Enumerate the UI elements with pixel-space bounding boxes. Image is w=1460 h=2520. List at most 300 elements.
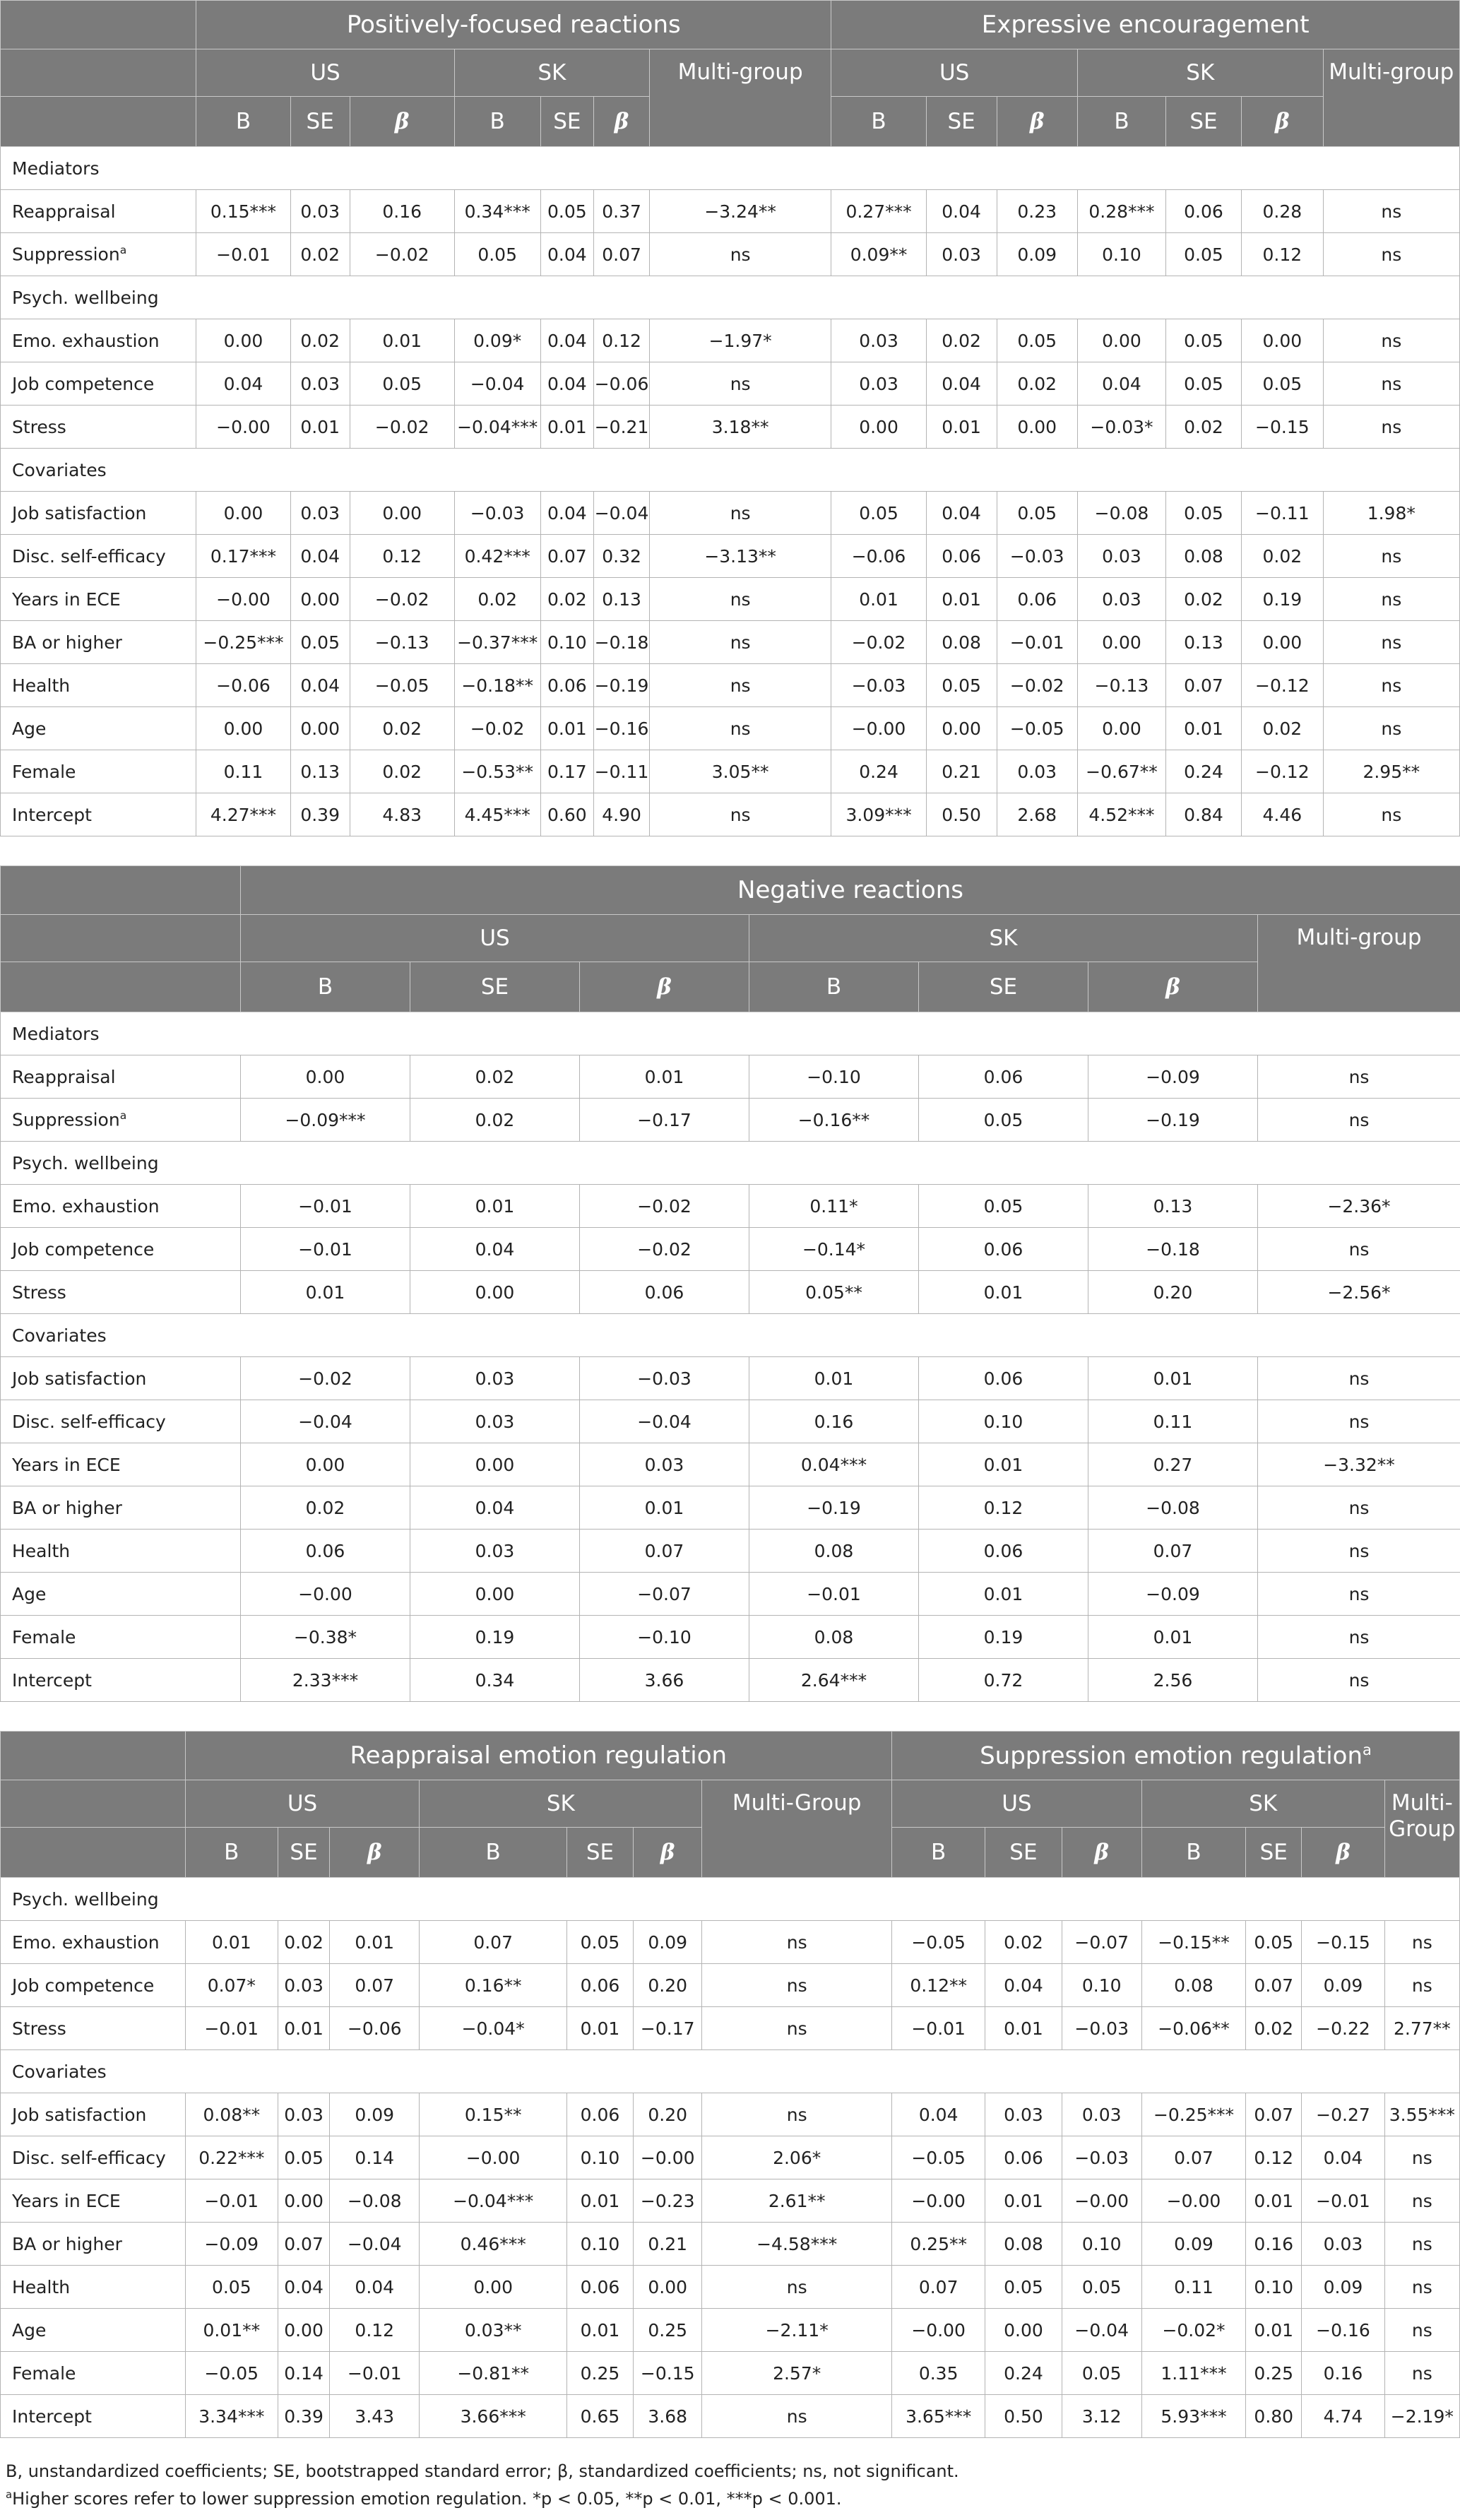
table-cell: 0.19 [1242,578,1324,621]
col-se: SE [919,962,1088,1012]
table-cell: 0.02 [350,707,454,750]
col-beta: β [594,97,650,147]
table-cell: 0.05 [997,492,1077,535]
col-b: B [241,962,410,1012]
table-cell: 0.60 [540,793,594,836]
table-cell: −0.03 [831,664,926,707]
row-label: Intercept [1,793,196,836]
table-cell: ns [1323,707,1459,750]
table-cell: 0.16** [420,1964,566,2007]
table-cell: 0.04 [330,2266,420,2309]
table-cell: 0.09 [330,2093,420,2136]
table-row [1,750,1460,793]
table-cell: 0.02 [278,1921,329,1964]
table-cell: ns [1323,233,1459,276]
table-cell: 0.04 [540,362,594,406]
table-cell: 0.00 [241,1443,410,1486]
table-cell: 4.46 [1242,793,1324,836]
table-cell: −0.16 [594,707,650,750]
corner-cell [1,1780,186,1828]
table-cell: 0.01 [985,2179,1062,2223]
table-cell: 0.13 [290,750,350,793]
table-cell: 0.11 [196,750,290,793]
table-cell: −0.01 [330,2352,420,2395]
table-cell: 0.07 [892,2266,985,2309]
table-cell: 0.05 [831,492,926,535]
table-cell: 0.07 [420,1921,566,1964]
table-cell: −0.05 [892,1921,985,1964]
table-cell: 0.46*** [420,2223,566,2266]
table-cell: −0.21 [594,406,650,449]
table-cell: 0.05 [919,1099,1088,1142]
table-cell: 3.43 [330,2395,420,2438]
col-beta: β [1242,97,1324,147]
corner-cell [1,49,196,97]
table-cell: 0.25 [634,2309,702,2352]
table-row [1,1443,1460,1486]
table-cell: ns [1323,535,1459,578]
table-negative-reactions [0,865,1460,1702]
table-cell: 0.04 [290,664,350,707]
col-b: B [1141,1828,1245,1878]
table-cell: ns [1258,1573,1460,1616]
table-cell: −0.06 [330,2007,420,2050]
table-cell: −0.02 [350,233,454,276]
table-cell: ns [1384,1921,1459,1964]
table-cell: 0.06 [919,1228,1088,1271]
table-cell: 3.55*** [1384,2093,1459,2136]
table-row [1,1185,1460,1228]
table-cell: −0.08 [1077,492,1165,535]
col-beta: β [1062,1828,1141,1878]
table-cell: 0.08 [1165,535,1241,578]
table-cell: 0.13 [1165,621,1241,664]
table-cell: 0.03 [1077,535,1165,578]
table-row [1,1530,1460,1573]
table-cell: −0.03* [1077,406,1165,449]
table-cell: 0.34 [410,1659,580,1702]
table-cell: −0.00 [892,2309,985,2352]
table-cell: 2.56 [1088,1659,1258,1702]
table-cell: 0.05 [1062,2266,1141,2309]
table-cell: 0.02 [985,1921,1062,1964]
table-row [1,1964,1460,2007]
table-cell: ns [1323,406,1459,449]
table-cell: −0.09 [1088,1055,1258,1099]
table-cell: 0.02 [997,362,1077,406]
table-row [1,2136,1460,2179]
table-cell: 0.00 [290,578,350,621]
table-cell: ns [1323,319,1459,362]
table-cell: 0.03** [420,2309,566,2352]
table-cell: 2.64*** [749,1659,919,1702]
table-cell: 0.07 [1088,1530,1258,1573]
table-cell: 0.05 [185,2266,278,2309]
table-cell: 0.10 [566,2136,633,2179]
table-cell: 0.10 [1062,2223,1141,2266]
col-se: SE [1165,97,1241,147]
table-cell: 0.21 [634,2223,702,2266]
table-cell: ns [1323,793,1459,836]
table-cell: −0.05 [997,707,1077,750]
table-cell: 0.07 [1246,1964,1302,2007]
table-row [1,492,1460,535]
row-label: Years in ECE [1,1443,241,1486]
section-row: Mediators [1,1012,1460,1055]
table-cell: −0.01 [241,1228,410,1271]
table-cell: ns [1384,2266,1459,2309]
table-cell: 0.01 [540,707,594,750]
table-cell: −0.01 [749,1573,919,1616]
row-label: Reappraisal [1,190,196,233]
table-cell: ns [1258,1616,1460,1659]
table-cell: 0.00 [1077,621,1165,664]
table-cell: 0.03 [278,1964,329,2007]
table-cell: 2.33*** [241,1659,410,1702]
table-cell: 0.25 [1246,2352,1302,2395]
table-row [1,2093,1460,2136]
table-cell: ns [649,233,831,276]
table-cell: 0.04 [1302,2136,1384,2179]
table-cell: ns [649,492,831,535]
table-cell: 0.01 [919,1443,1088,1486]
table-cell: 0.06 [985,2136,1062,2179]
table-cell: −0.10 [580,1616,749,1659]
table-cell: −0.04 [594,492,650,535]
table-cell: 0.03 [831,319,926,362]
table-cell: −0.02 [997,664,1077,707]
table-cell: 0.05 [1246,1921,1302,1964]
section-row: Covariates [1,449,1460,492]
table-cell: 0.09 [634,1921,702,1964]
country-sk: SK [749,915,1258,962]
table-cell: 3.65*** [892,2395,985,2438]
table-cell: 2.61** [702,2179,892,2223]
table-cell: 0.06 [540,664,594,707]
table-cell: −0.15 [1242,406,1324,449]
col-se: SE [985,1828,1062,1878]
table-cell: 0.10 [566,2223,633,2266]
table-cell: ns [1323,190,1459,233]
row-label: Emo. exhaustion [1,1921,186,1964]
table-cell: −0.11 [594,750,650,793]
table-cell: 0.12 [1242,233,1324,276]
table-row [1,2007,1460,2050]
table-cell: 0.07* [185,1964,278,2007]
table-row [1,793,1460,836]
row-label: BA or higher [1,621,196,664]
table-cell: −2.56* [1258,1271,1460,1314]
table-cell: −0.02 [350,406,454,449]
table-cell: 0.09* [454,319,540,362]
row-label: Reappraisal [1,1055,241,1099]
table-cell: 0.02 [290,319,350,362]
table-row [1,1659,1460,1702]
table-cell: 0.01 [290,406,350,449]
table-cell: −0.00 [634,2136,702,2179]
table-cell: 0.12 [594,319,650,362]
table-cell: ns [1323,621,1459,664]
table-cell: 0.12** [892,1964,985,2007]
table-cell: ns [649,793,831,836]
table-cell: ns [1384,2136,1459,2179]
table-cell: 0.27*** [831,190,926,233]
table-cell: 0.05 [985,2266,1062,2309]
table-cell: −0.10 [749,1055,919,1099]
table-cell: 0.05 [997,319,1077,362]
table-cell: −0.03 [997,535,1077,578]
table-cell: 0.02 [1165,578,1241,621]
table-cell: −0.13 [350,621,454,664]
group-title-reappraisal: Reappraisal emotion regulation [185,1732,891,1780]
table-cell: 0.06 [580,1271,749,1314]
country-us: US [196,49,454,97]
table-row [1,1400,1460,1443]
table-cell: 0.00 [1242,319,1324,362]
footnote-suppression [6,2488,842,2509]
multi-group-header: Multi-group [1258,915,1460,1012]
table-cell: 0.05 [350,362,454,406]
table-cell: 0.04 [926,492,997,535]
table-cell: 0.08 [749,1616,919,1659]
table-cell: 0.04 [410,1486,580,1530]
table-cell: 0.14 [278,2352,329,2395]
table-cell: ns [649,664,831,707]
table-cell: 0.10 [1077,233,1165,276]
table-cell: 3.66*** [420,2395,566,2438]
row-label: Disc. self-efficacy [1,2136,186,2179]
table-row [1,233,1460,276]
table-cell: 0.02 [350,750,454,793]
table-cell: 0.02 [926,319,997,362]
row-label: Stress [1,1271,241,1314]
table-cell: −0.02 [580,1185,749,1228]
table-cell: −0.00 [241,1573,410,1616]
table-cell: 0.08** [185,2093,278,2136]
table-cell: −0.02* [1141,2309,1245,2352]
row-label: Health [1,664,196,707]
table-cell: 0.00 [196,319,290,362]
col-se: SE [540,97,594,147]
table-cell: 0.01 [410,1185,580,1228]
table-cell: 0.05 [1165,362,1241,406]
table-cell: −0.18 [1088,1228,1258,1271]
table-cell: −0.06** [1141,2007,1245,2050]
table-cell: 0.22*** [185,2136,278,2179]
table-cell: 0.06 [926,535,997,578]
table-cell: ns [1258,1530,1460,1573]
table-cell: 0.01 [985,2007,1062,2050]
section-row: Covariates [1,1314,1460,1357]
row-label: Suppression$^a$ [1,233,196,276]
table-cell: 2.77** [1384,2007,1459,2050]
table-cell: 0.08 [749,1530,919,1573]
table-cell: 0.15*** [196,190,290,233]
table-cell: −0.22 [1302,2007,1384,2050]
country-us: US [241,915,749,962]
table-cell: 0.19 [919,1616,1088,1659]
table-cell: −1.97* [649,319,831,362]
table-cell: −0.05 [185,2352,278,2395]
country-us: US [185,1780,420,1828]
col-se: SE [926,97,997,147]
table-cell: ns [1384,2309,1459,2352]
table-cell: ns [1258,1400,1460,1443]
group-title-negative: Negative reactions [241,866,1460,915]
row-label: Disc. self-efficacy [1,1400,241,1443]
table-cell: −0.17 [580,1099,749,1142]
table-row [1,1486,1460,1530]
table-cell: 0.06 [919,1055,1088,1099]
table-row [1,362,1460,406]
table-cell: 0.01 [566,2309,633,2352]
table-cell: −2.11* [702,2309,892,2352]
multi-group-header: Multi-group [649,49,831,147]
country-us: US [892,1780,1142,1828]
row-label: BA or higher [1,1486,241,1530]
table-cell: 0.16 [1302,2352,1384,2395]
table-cell: ns [1384,1964,1459,2007]
table-cell: 0.11 [1141,2266,1245,2309]
corner-cell [1,962,241,1012]
footnote-abbreviations: B, unstandardized coefficients; SE, bootstrapped standard error; β, standardized coefficients; ns, not significant. [6,2461,959,2481]
col-beta: β [330,1828,420,1878]
table-cell: 0.65 [566,2395,633,2438]
table-cell: 0.08 [926,621,997,664]
table-cell: ns [702,2007,892,2050]
table-cell: 0.03 [410,1357,580,1400]
col-beta: β [580,962,749,1012]
row-label: Stress [1,2007,186,2050]
table-cell: 0.07 [278,2223,329,2266]
table-cell: 0.27 [1088,1443,1258,1486]
table-row [1,2309,1460,2352]
table-cell: 0.72 [919,1659,1088,1702]
table-cell: 0.01 [749,1357,919,1400]
table-cell: 0.13 [594,578,650,621]
table-cell: 0.10 [540,621,594,664]
table-cell: 0.20 [634,1964,702,2007]
table-cell: 0.00 [278,2179,329,2223]
table-cell: 3.05** [649,750,831,793]
table-cell: 0.04 [290,535,350,578]
table-cell: ns [1384,2223,1459,2266]
table-cell: 0.01 [278,2007,329,2050]
table-cell: −0.09 [1088,1573,1258,1616]
table-cell: −0.53** [454,750,540,793]
table-cell: −0.11 [1242,492,1324,535]
table-cell: 3.66 [580,1659,749,1702]
row-label: Emo. exhaustion [1,1185,241,1228]
table-cell: 0.04 [1077,362,1165,406]
table-cell: 0.02 [1242,707,1324,750]
table-cell: 0.01 [185,1921,278,1964]
table-cell: ns [702,2266,892,2309]
table-cell: −0.04 [454,362,540,406]
table-cell: 0.00 [410,1573,580,1616]
table-cell: ns [702,1964,892,2007]
table-cell: 0.00 [985,2309,1062,2352]
row-label: Female [1,1616,241,1659]
table-cell: 0.01 [926,578,997,621]
table-cell: −0.03 [580,1357,749,1400]
table-cell: ns [1258,1357,1460,1400]
table-cell: 0.05 [1062,2352,1141,2395]
table-row [1,1271,1460,1314]
table-cell: 0.07 [594,233,650,276]
table-cell: 0.24 [1165,750,1241,793]
table-cell: 0.21 [926,750,997,793]
country-sk: SK [1077,49,1323,97]
row-label: Stress [1,406,196,449]
table-cell: 0.03 [580,1443,749,1486]
row-label: Health [1,1530,241,1573]
footnote-marker: a [119,1109,127,1123]
table-cell: −0.04 [1062,2309,1141,2352]
table-cell: 0.10 [1246,2266,1302,2309]
table-cell: −0.12 [1242,664,1324,707]
row-label: Suppression$^a$ [1,1099,241,1142]
table-cell: ns [702,2395,892,2438]
table-cell: 0.04 [985,1964,1062,2007]
table-cell: 0.08 [985,2223,1062,2266]
col-beta: β [1302,1828,1384,1878]
table-cell: ns [1258,1099,1460,1142]
table-cell: 0.01 [1165,707,1241,750]
table-cell: 0.23 [997,190,1077,233]
table-cell: 0.20 [1088,1271,1258,1314]
table-cell: 0.01 [926,406,997,449]
footnote-suppression-text: Higher scores refer to lower suppression emotion regulation. *p < 0.05, **p < 0.01, ***p < 0.001. [12,2489,842,2509]
corner-cell [1,1732,186,1780]
table-row [1,2352,1460,2395]
table-cell: 0.05 [1242,362,1324,406]
col-b: B [196,97,290,147]
corner-cell [1,97,196,147]
table-cell: 0.16 [749,1400,919,1443]
row-label: BA or higher [1,2223,186,2266]
col-se: SE [290,97,350,147]
table-cell: ns [1258,1486,1460,1530]
group-title-expressive: Expressive encouragement [831,1,1460,49]
table-cell: 1.98* [1323,492,1459,535]
table-cell: 0.01 [1246,2179,1302,2223]
table-cell: 0.07 [1165,664,1241,707]
table-cell: ns [1384,2352,1459,2395]
table-cell: 0.16 [1246,2223,1302,2266]
table-cell: 0.19 [410,1616,580,1659]
country-us: US [831,49,1078,97]
table-cell: 0.01 [1246,2309,1302,2352]
table-cell: 3.18** [649,406,831,449]
table-row [1,2179,1460,2223]
table-cell: 2.57* [702,2352,892,2395]
col-beta: β [350,97,454,147]
table-cell: 0.02 [410,1055,580,1099]
table-row [1,1616,1460,1659]
col-se: SE [566,1828,633,1878]
table-cell: ns [649,707,831,750]
table-row [1,2395,1460,2438]
table-cell: ns [702,1921,892,1964]
table-cell: −2.36* [1258,1185,1460,1228]
country-sk: SK [454,49,649,97]
table-cell: −0.00 [196,406,290,449]
table-row [1,1228,1460,1271]
table-cell: 0.03 [410,1530,580,1573]
table-cell: −0.04 [330,2223,420,2266]
table-cell: −0.15** [1141,1921,1245,1964]
